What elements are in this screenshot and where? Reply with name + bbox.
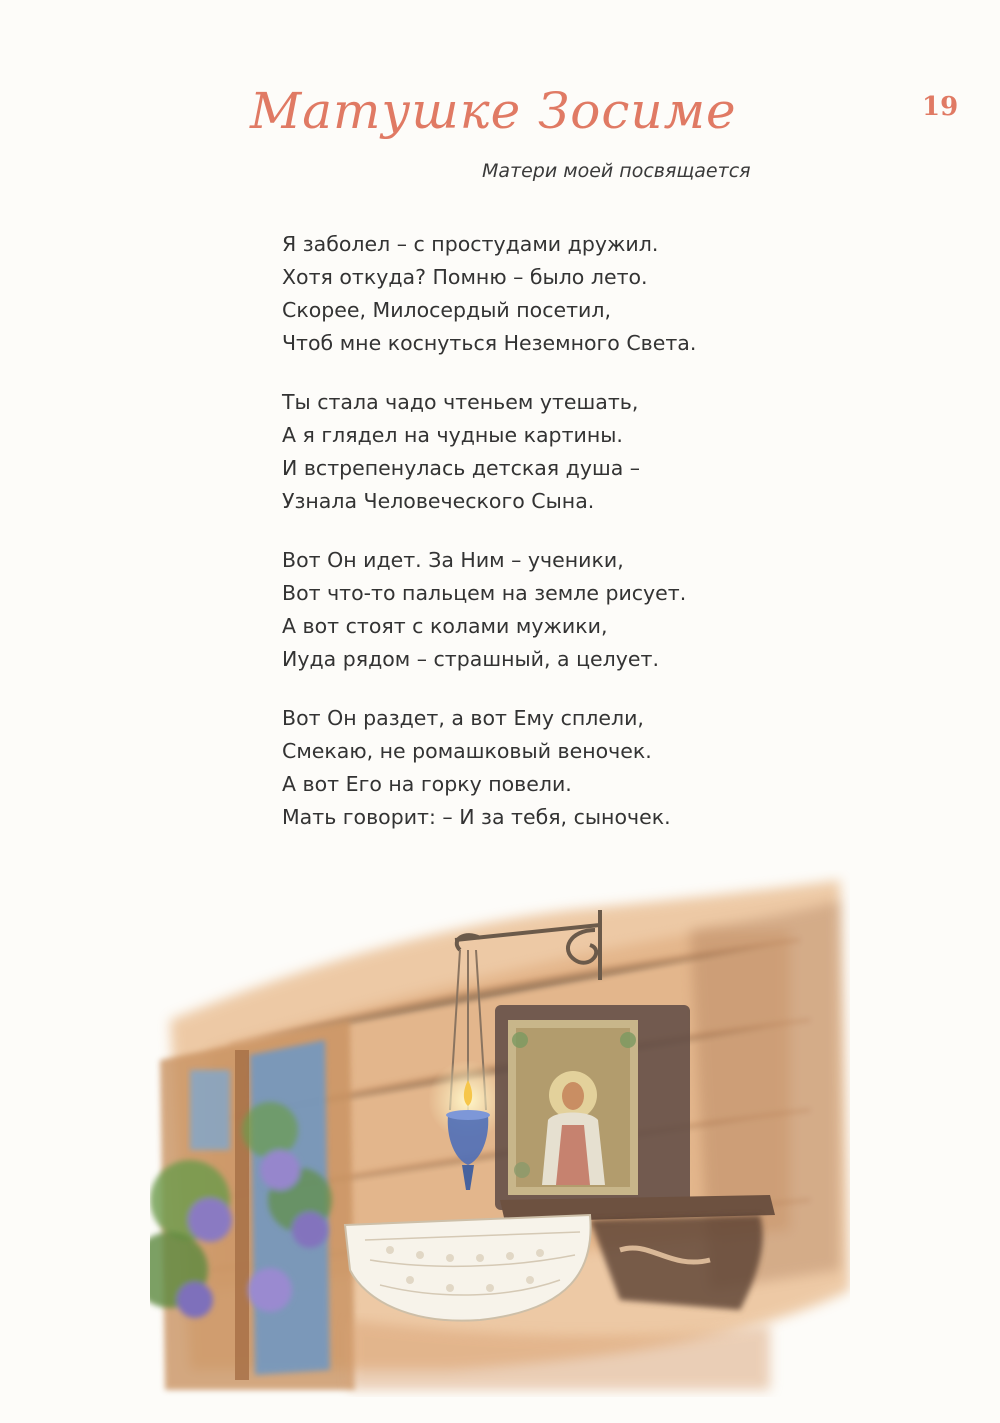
poem-line: Хотя откуда? Помню – было лето. <box>282 265 648 289</box>
page-number: 19 <box>922 92 959 122</box>
poem <box>282 228 842 860</box>
page-title: Матушке Зосиме <box>250 82 737 140</box>
poem-line: Узнала Человеческого Сына. <box>282 489 595 513</box>
poem-line: Вот Он раздет, а вот Ему сплели, <box>282 706 644 730</box>
poem-line: А вот стоят с колами мужики, <box>282 614 608 638</box>
poem-line: Вот Он идет. За Ним – ученики, <box>282 548 624 572</box>
dedication: Матери моей посвящается <box>482 160 751 182</box>
poem-line: Смекаю, не ромашковый веночек. <box>282 739 652 763</box>
poem-line: Ты стала чадо чтеньем утешать, <box>282 390 639 414</box>
poem-line: Мать говорит: – И за тебя, сыночек. <box>282 805 671 829</box>
stanza <box>282 228 842 360</box>
stanza <box>282 544 842 676</box>
poem-line: Вот что-то пальцем на земле рисует. <box>282 581 687 605</box>
poem-line: Скорее, Милосердый посетил, <box>282 298 611 322</box>
icon-corner-illustration <box>150 870 850 1400</box>
poem-line: А я глядел на чудные картины. <box>282 423 623 447</box>
poem-line: Я заболел – с простудами дружил. <box>282 232 659 256</box>
poem-line: Чтоб мне коснуться Неземного Света. <box>282 331 697 355</box>
poem-line: А вот Его на горку повели. <box>282 772 572 796</box>
stanza <box>282 702 842 834</box>
poem-line: И встрепенулась детская душа – <box>282 456 641 480</box>
poem-line: Иуда рядом – страшный, а целует. <box>282 647 659 671</box>
stanza <box>282 386 842 518</box>
